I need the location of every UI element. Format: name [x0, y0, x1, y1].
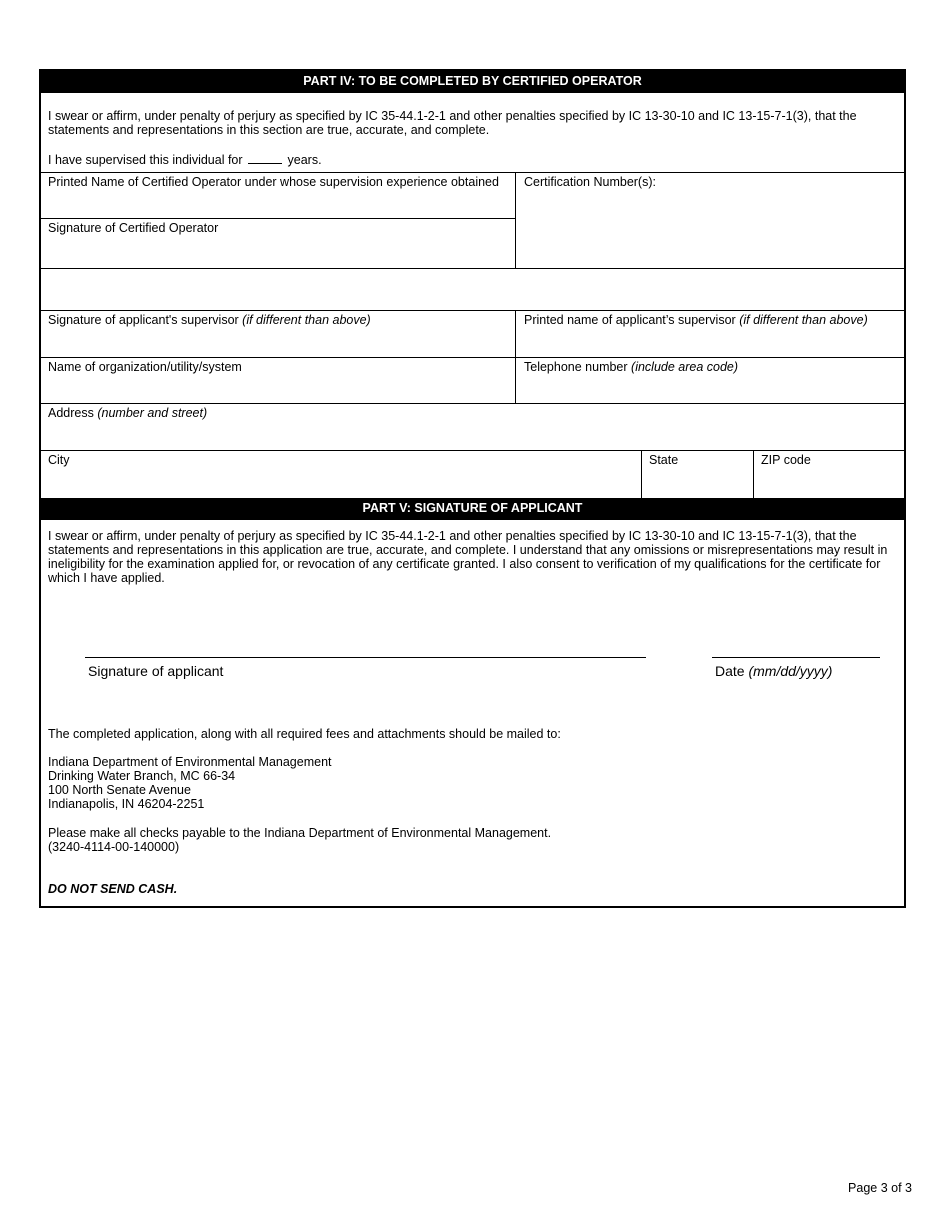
- divider: [753, 450, 754, 498]
- state-label: State: [649, 453, 679, 467]
- date-note: (mm/dd/yyyy): [748, 663, 833, 679]
- supervisor-signature-note: (if different than above): [242, 313, 371, 327]
- supervised-years-line: [48, 152, 322, 167]
- date-text: Date: [715, 663, 745, 679]
- supervisor-signature-field[interactable]: [43, 327, 511, 355]
- checks-payable-line: Please make all checks payable to the Indiana Department of Environmental Management.: [48, 826, 552, 840]
- signature-operator-label: Signature of Certified Operator: [48, 221, 219, 235]
- divider: [41, 357, 904, 358]
- address-note: (number and street): [97, 406, 208, 420]
- divider: [515, 172, 516, 269]
- divider: [41, 450, 904, 451]
- part5-oath: I swear or affirm, under penalty of perjury as specified by IC 35-44.1-2-1 and other penalties specified by IC 13-30-10 and IC 13-15-7-1(3), that the statements and representations in this application are true, accurate, and complete. I understand that any omissions or misrepresentations may result in ineligibility for the examination applied for, or revocation of any certificate granted. I also consent to verification of my qualifications for the certificate for which I have applied.: [48, 529, 888, 585]
- telephone-note: (include area code): [631, 360, 739, 374]
- supervisor-name-field[interactable]: [519, 327, 902, 355]
- divider: [41, 172, 904, 173]
- page-number: Page 3 of 3: [848, 1181, 912, 1195]
- state-field[interactable]: [645, 467, 749, 495]
- divider: [41, 310, 904, 311]
- certification-number-label: Certification Number(s):: [524, 175, 656, 189]
- supervisor-name-note: (if different than above): [739, 313, 868, 327]
- supervisor-name-label: [524, 313, 868, 327]
- printed-name-operator-field[interactable]: [43, 189, 511, 217]
- divider: [641, 450, 642, 498]
- part4-header: PART IV: TO BE COMPLETED BY CERTIFIED OPERATOR: [41, 71, 904, 93]
- account-code: (3240-4114-00-140000): [48, 840, 180, 854]
- supervised-suffix: years.: [287, 153, 322, 167]
- address-text: Address: [48, 406, 94, 420]
- supervisor-name-text: Printed name of applicant’s supervisor: [524, 313, 736, 327]
- supervisor-signature-label: [48, 313, 371, 327]
- signature-operator-field[interactable]: [43, 235, 511, 265]
- city-field[interactable]: [43, 467, 637, 495]
- divider: [41, 268, 904, 269]
- zip-field[interactable]: [757, 467, 902, 495]
- date-field[interactable]: [712, 631, 880, 657]
- divider: [41, 403, 904, 404]
- supervised-prefix: I have supervised this individual for: [48, 153, 243, 167]
- printed-name-operator-label: Printed Name of Certified Operator under whose supervision experience obtained: [48, 175, 499, 189]
- address-field[interactable]: [43, 420, 903, 448]
- address-label: [48, 406, 207, 420]
- date-label: [715, 663, 832, 679]
- mail-intro: The completed application, along with all required fees and attachments should be mailed to:: [48, 727, 561, 741]
- mailing-address-line: 100 North Senate Avenue: [48, 783, 191, 797]
- supervisor-signature-text: Signature of applicant's supervisor: [48, 313, 239, 327]
- payment-instructions: [48, 826, 551, 854]
- mailing-address-line: Indiana Department of Environmental Management: [48, 755, 332, 769]
- applicant-signature-label: Signature of applicant: [88, 663, 224, 679]
- part5-header: PART V: SIGNATURE OF APPLICANT: [41, 498, 904, 520]
- blank-row: [43, 271, 903, 309]
- mailing-address: [48, 755, 332, 811]
- telephone-label: [524, 360, 738, 374]
- no-cash-warning: DO NOT SEND CASH.: [48, 882, 178, 896]
- date-line: [712, 657, 880, 658]
- mailing-address-line: Indianapolis, IN 46204-2251: [48, 797, 205, 811]
- telephone-field[interactable]: [519, 374, 902, 402]
- application-form: [39, 69, 906, 908]
- divider: [41, 218, 515, 219]
- telephone-text: Telephone number: [524, 360, 628, 374]
- applicant-signature-field[interactable]: [85, 631, 646, 657]
- supervised-years-field[interactable]: [248, 152, 282, 164]
- zip-label: ZIP code: [761, 453, 811, 467]
- organization-field[interactable]: [43, 374, 511, 402]
- applicant-signature-line: [85, 657, 646, 658]
- part4-oath: I swear or affirm, under penalty of perjury as specified by IC 35-44.1-2-1 and other penalties specified by IC 13-30-10 and IC 13-15-7-1(3), that the statements and representations in this section are true, accurate, and complete.: [48, 109, 857, 137]
- organization-label: Name of organization/utility/system: [48, 360, 242, 374]
- mailing-address-line: Drinking Water Branch, MC 66-34: [48, 769, 236, 783]
- certification-number-field[interactable]: [519, 189, 902, 265]
- city-label: City: [48, 453, 70, 467]
